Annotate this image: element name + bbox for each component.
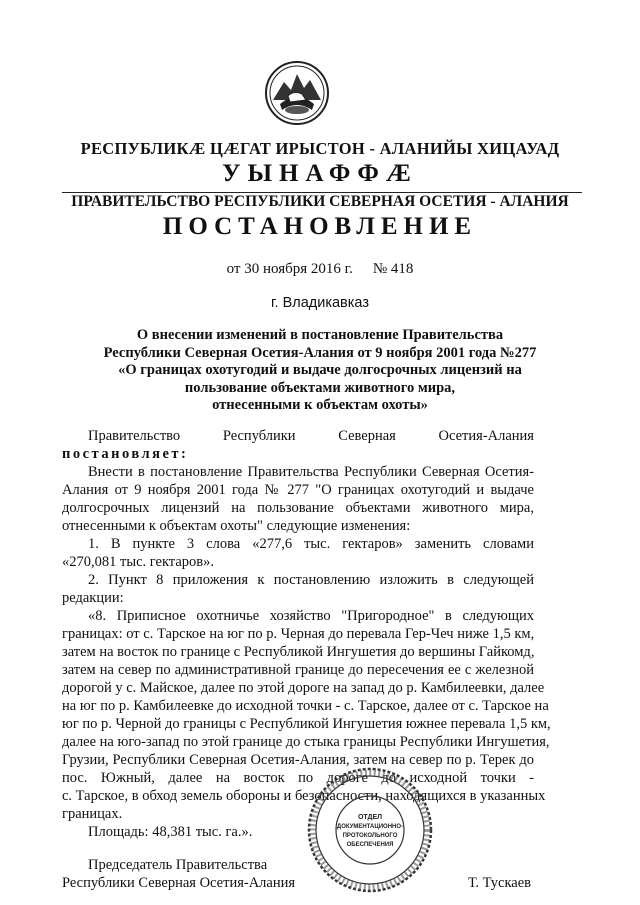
- header-government-name: ПРАВИТЕЛЬСТВО РЕСПУБЛИКИ СЕВЕРНАЯ ОСЕТИЯ - АЛАНИЯ: [71, 193, 569, 210]
- body-line: границах.: [62, 806, 123, 822]
- stamp-text-line: ОБЕСПЕЧЕНИЯ: [346, 842, 394, 848]
- preamble-word: Правительство: [88, 428, 181, 444]
- header-ossetian-government: РЕСПУБЛИКӔ ЦӔГАТ ИРЫСТОН - АЛАНИЙЫ ХИЦАУАД: [80, 139, 560, 158]
- document-type-title: ПОСТАНОВЛЕНИЕ: [162, 213, 478, 240]
- area-line: Площадь: 48,381 тыс. га.».: [88, 824, 253, 840]
- body-line: затем на восток по границе с Республикой Ингушетия до вершины Гайкомд,: [62, 644, 535, 660]
- amendment-2: 2. Пункт 8 приложения к постановлению изложить в следующей: [88, 572, 534, 588]
- body-line: Грузии, Республики Северная Осетия-Алания, затем на север по р. Терек до: [62, 752, 534, 768]
- body-line: «8. Приписное охотничье хозяйство "Пригородное" в следующих: [88, 608, 534, 624]
- official-seal-stamp: [306, 766, 434, 894]
- stamp-text-line: ДОКУМЕНТАЦИОННО-: [336, 824, 404, 830]
- decree-number: № 418: [372, 261, 414, 277]
- body-line: Внести в постановление Правительства Республики Северная Осетия-: [88, 464, 534, 480]
- amendment-1: 1. В пункте 3 слова «277,6 тыс. гектаров» заменить словами: [88, 536, 534, 552]
- date-number-line: [0, 261, 640, 278]
- title-line: О внесении изменений в постановление Правительства: [136, 327, 504, 343]
- stamp-text-line: ОТДЕЛ: [357, 814, 383, 821]
- title-line: отнесенными к объектам охоты»: [212, 397, 428, 413]
- city: г. Владикавказ: [271, 295, 369, 311]
- header-ossetian-decree: УЫНАФФӔ: [222, 160, 418, 187]
- body-line: границах: от с. Тарское на юг по р. Черная до перевала Гер-Чеч ниже 1,5 км,: [62, 626, 535, 642]
- stamp-text-line: ПРОТОКОЛЬНОГО: [342, 833, 398, 839]
- decree-title: [0, 327, 640, 415]
- body-line: дорогой у с. Майское, далее по этой дороге на запад до р. Камбилеевки, далее: [62, 680, 545, 696]
- body-line: отнесенными к объектам охоты" следующие изменения:: [62, 518, 411, 534]
- title-line: Республики Северная Осетия-Алания от 9 ноября 2001 года №277: [103, 344, 537, 361]
- preamble-line: [88, 427, 534, 445]
- signatory-position-line2: Республики Северная Осетия-Алания: [62, 875, 296, 891]
- resolves-word: постановляет:: [62, 446, 189, 462]
- body-line: далее на юго-запад по этой границе до стыка границы Республики Ингушетия,: [62, 734, 550, 750]
- body-line: с. Тарское, в обход земель обороны и безопасности, находящихся в указанных: [62, 788, 546, 804]
- body-line: пос. Южный, далее на восток по дороге до исходной точки -: [62, 770, 534, 786]
- body-line: юг по р. Черной до границы с Республикой Ингушетия южнее перевала 1,5 км,: [62, 716, 551, 732]
- signatory-name: Т. Тускаев: [468, 875, 532, 891]
- body-line: «270,081 тыс. гектаров».: [62, 554, 214, 570]
- body-line: затем на север по административной границе до пересечения ее с железной: [62, 662, 534, 678]
- decree-date: от 30 ноября 2016 г.: [226, 261, 353, 277]
- body-line: долгосрочных лицензий на пользование объектами животного мира,: [62, 500, 534, 516]
- preamble-word: Осетия-Алания: [438, 428, 534, 444]
- body-line: редакции:: [62, 590, 124, 606]
- body-line: Алания от 9 ноября 2001 года № 277 "О границах охотугодий и выдаче: [62, 482, 534, 498]
- preamble-word: Северная: [338, 428, 396, 444]
- title-line: «О границах охотугодий и выдаче долгосрочных лицензий на: [118, 362, 522, 378]
- preamble-word: Республики: [222, 428, 296, 444]
- body-line: на юг по р. Камбилеевке до исходной точки - с. Тарское, далее от с. Тарское на: [62, 698, 549, 714]
- coat-of-arms-emblem: [264, 60, 330, 126]
- signatory-position-line1: Председатель Правительства: [88, 857, 268, 873]
- title-line: пользование объектами животного мира,: [184, 379, 456, 396]
